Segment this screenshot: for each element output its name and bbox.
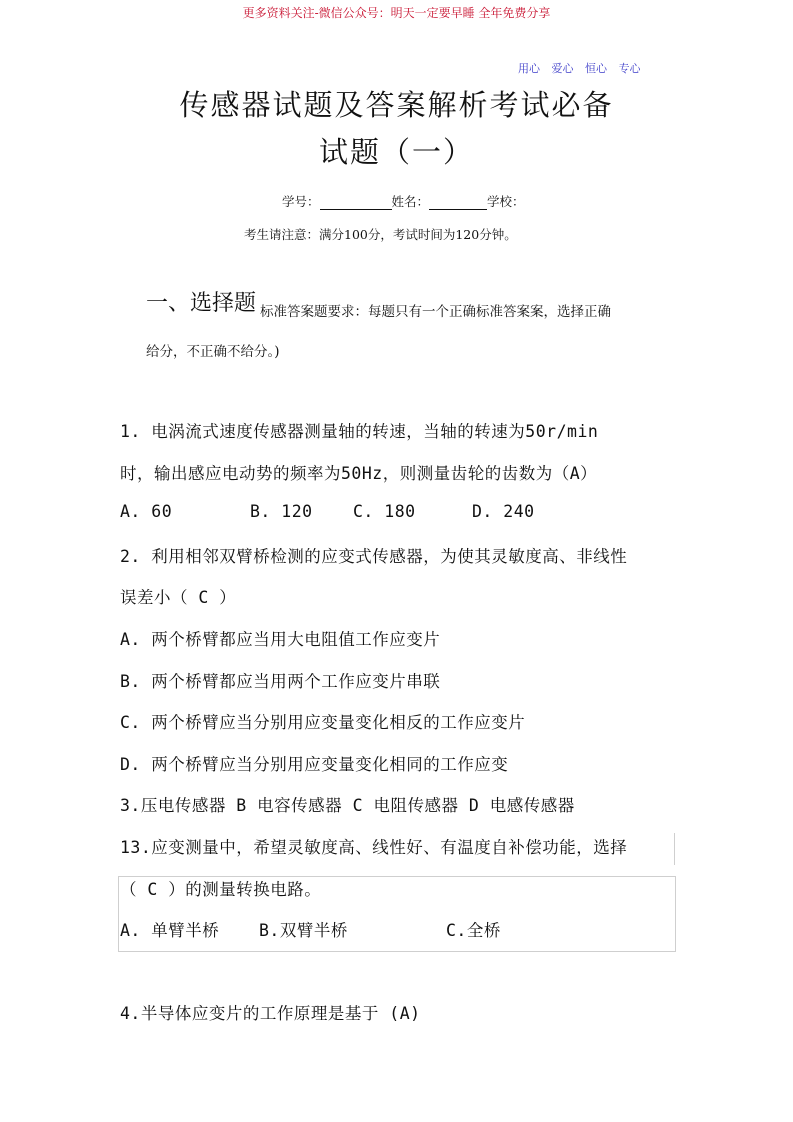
student-id-label: 学号： — [282, 194, 320, 209]
student-info — [282, 192, 525, 210]
q2-option-c: C. 两个桥臂应当分别用应变量变化相反的工作应变片 — [120, 713, 526, 732]
q1-line2: 时，输出感应电动势的频率为50Hz，则测量齿轮的齿数为（A） — [120, 464, 598, 483]
q1-option-b: B. 120 — [250, 502, 313, 521]
q2-line1: 2. 利用相邻双臂桥检测的应变式传感器，为使其灵敏度高、非线性 — [120, 547, 628, 566]
q4-line: 4.半导体应变片的工作原理是基于 (A) — [120, 1004, 421, 1023]
q2-option-d: D. 两个桥臂应当分别用应变量变化相同的工作应变 — [120, 755, 509, 774]
q13-option-b: B.双臂半桥 — [259, 921, 348, 940]
q2-option-a: A. 两个桥臂都应当用大电阻值工作应变片 — [120, 630, 441, 649]
section-note-line1: 标准答案题要求：每题只有一个正确标准答案案，选择正确 — [260, 304, 611, 320]
q1-options — [120, 502, 535, 521]
q2-line2: 误差小（ C ） — [120, 588, 237, 607]
page-title-line1: 传感器试题及答案解析考试必备 — [179, 88, 614, 122]
student-id-blank — [320, 197, 392, 210]
q1-option-a: A. 60 — [120, 502, 173, 521]
q13-options — [120, 917, 501, 941]
section-heading: 一、选择题 — [146, 291, 257, 316]
page-title-line2: 试题（一） — [318, 135, 474, 169]
q13-option-c: C.全桥 — [446, 921, 501, 940]
q2-option-b: B. 两个桥臂都应当用两个工作应变片串联 — [120, 672, 441, 691]
name-blank — [429, 197, 487, 210]
section-note-line2: 给分，不正确不给分。) — [146, 344, 280, 360]
q3-line: 3.压电传感器 B 电容传感器 C 电阻传感器 D 电感传感器 — [120, 796, 575, 815]
name-label: 姓名： — [391, 194, 430, 209]
q13-option-a: A. 单臂半桥 — [120, 921, 220, 940]
q13-line1: 13.应变测量中，希望灵敏度高、线性好、有温度自补偿功能，选择 — [120, 838, 628, 857]
q13-line2: （ C ）的测量转换电路。 — [120, 880, 322, 899]
top-banner: 更多资料关注-微信公众号：明天一定要早睡 全年免费分享 — [242, 6, 551, 20]
exam-notice: 考生请注意：满分100分，考试时间为120分钟。 — [244, 227, 517, 242]
q1-option-d: D. 240 — [472, 502, 535, 521]
q1-option-c: C. 180 — [353, 502, 416, 521]
school-label: 学校： — [487, 194, 525, 209]
q1-line1: 1. 电涡流式速度传感器测量轴的转速，当轴的转速为50r/min — [120, 422, 599, 441]
motto: 用心 爱心 恒心 专心 — [518, 62, 641, 75]
